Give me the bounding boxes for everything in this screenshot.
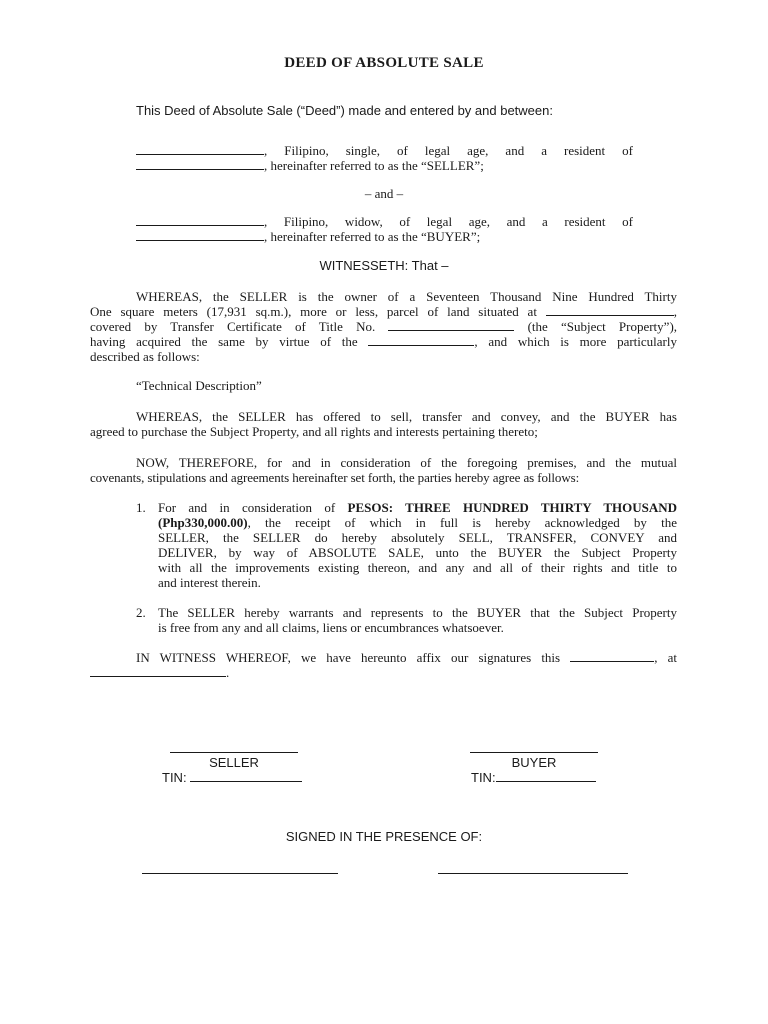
witness-line2 bbox=[90, 665, 229, 680]
witness-line1 bbox=[136, 650, 677, 665]
whereas1-text3b: (the “Subject Property”), bbox=[527, 319, 678, 334]
seller-clause-text1: , Filipino, single, of legal age, and a resident of bbox=[264, 143, 633, 158]
item1-rest: , the receipt of which in full is hereby acknowledged by the bbox=[247, 515, 677, 530]
item1-lead: For and in consideration of bbox=[158, 500, 336, 515]
whereas1-line4 bbox=[90, 334, 677, 349]
document-title: DEED OF ABSOLUTE SALE bbox=[284, 55, 484, 71]
witness2-signature-line[interactable] bbox=[438, 873, 628, 874]
witness1-signature-line[interactable] bbox=[142, 873, 338, 874]
whereas1-text3: covered by Transfer Certificate of Title No. bbox=[90, 319, 376, 334]
presence-heading: SIGNED IN THE PRESENCE OF: bbox=[285, 829, 483, 844]
item2-number: 2. bbox=[136, 605, 146, 620]
buyer-address-blank[interactable] bbox=[136, 229, 264, 241]
whereas1-text4: having acquired the same by virtue of the bbox=[90, 334, 358, 349]
item1-line3: SELLER, the SELLER do hereby absolutely SELL, TRANSFER, CONVEY and bbox=[158, 530, 677, 545]
technical-description: “Technical Description” bbox=[136, 378, 262, 393]
place-blank[interactable] bbox=[90, 665, 226, 677]
whereas1-text4b: , and which is more particularly bbox=[474, 334, 677, 349]
and-separator: – and – bbox=[364, 186, 404, 201]
witness-period: . bbox=[226, 665, 230, 680]
acquisition-blank[interactable] bbox=[368, 334, 474, 346]
whereas2-line1: WHEREAS, the SELLER has offered to sell, transfer and convey, and the BUYER has bbox=[136, 409, 677, 424]
item1-line6: and interest therein. bbox=[158, 575, 261, 590]
buyer-tin-blank[interactable] bbox=[496, 770, 596, 782]
item1-line4: DELIVER, by way of ABSOLUTE SALE, unto the BUYER the Subject Property bbox=[158, 545, 677, 560]
buyer-clause-line2 bbox=[136, 229, 480, 244]
seller-signature-line[interactable] bbox=[170, 752, 298, 753]
whereas1-line2: One square meters (17,931 sq.m.), more or less, parcel of land situated at , bbox=[90, 304, 678, 319]
intro-text: This Deed of Absolute Sale (“Deed”) made and entered by and between: bbox=[136, 103, 553, 118]
date-blank[interactable] bbox=[570, 650, 654, 662]
whereas1-line3 bbox=[90, 319, 677, 334]
witness-text: IN WITNESS WHEREOF, we have hereunto affix our signatures this bbox=[136, 650, 561, 665]
witness-at: , at bbox=[654, 650, 678, 665]
whereas2-line2: agreed to purchase the Subject Property, and all rights and interests pertaining thereto; bbox=[90, 424, 538, 439]
seller-address-blank[interactable] bbox=[136, 158, 264, 170]
tct-number-blank[interactable] bbox=[388, 319, 514, 331]
buyer-label: BUYER bbox=[511, 755, 557, 770]
seller-clause-text2: , hereinafter referred to as the “SELLER”; bbox=[264, 158, 484, 173]
whereas1-text2: One square meters (17,931 sq.m.), more or less, parcel of land situated at bbox=[90, 304, 537, 319]
witnesseth-heading: WITNESSETH: That – bbox=[319, 258, 449, 273]
seller-clause-line1 bbox=[136, 143, 633, 158]
buyer-tin bbox=[471, 770, 596, 785]
buyer-clause-text2: , hereinafter referred to as the “BUYER”; bbox=[264, 229, 481, 244]
seller-clause-line2 bbox=[136, 158, 484, 173]
item1-amount-number: (Php330,000.00) bbox=[158, 515, 248, 530]
item1-line5: with all the improvements existing thereon, and any and all of their rights and title to bbox=[158, 560, 677, 575]
item1-line1 bbox=[158, 500, 677, 515]
buyer-clause-line1 bbox=[136, 214, 633, 229]
now-therefore-line1: NOW, THEREFORE, for and in consideration of the foregoing premises, and the mutual bbox=[136, 455, 677, 470]
seller-tin bbox=[162, 770, 302, 785]
buyer-clause-text1: , Filipino, widow, of legal age, and a resident of bbox=[264, 214, 633, 229]
seller-name-blank[interactable] bbox=[136, 143, 264, 155]
buyer-tin-label: TIN: bbox=[471, 770, 496, 785]
item2-line1: The SELLER hereby warrants and represents to the BUYER that the Subject Property bbox=[158, 605, 677, 620]
whereas1-line5: described as follows: bbox=[90, 349, 200, 364]
item1-amount-words: PESOS: THREE HUNDRED THIRTY THOUSAND bbox=[347, 500, 678, 515]
seller-tin-blank[interactable] bbox=[190, 770, 302, 782]
buyer-name-blank[interactable] bbox=[136, 214, 264, 226]
now-therefore-line2: covenants, stipulations and agreements hereinafter set forth, the parties hereby agree as follows: bbox=[90, 470, 580, 485]
seller-tin-label: TIN: bbox=[162, 770, 187, 785]
seller-label: SELLER bbox=[209, 755, 259, 770]
location-blank[interactable] bbox=[546, 304, 674, 316]
whereas1-line1: WHEREAS, the SELLER is the owner of a Seventeen Thousand Nine Hundred Thirty bbox=[136, 289, 677, 304]
item1-line2 bbox=[158, 515, 677, 530]
buyer-signature-line[interactable] bbox=[470, 752, 598, 753]
item1-number: 1. bbox=[136, 500, 146, 515]
item2-line2: is free from any and all claims, liens or encumbrances whatsoever. bbox=[158, 620, 504, 635]
